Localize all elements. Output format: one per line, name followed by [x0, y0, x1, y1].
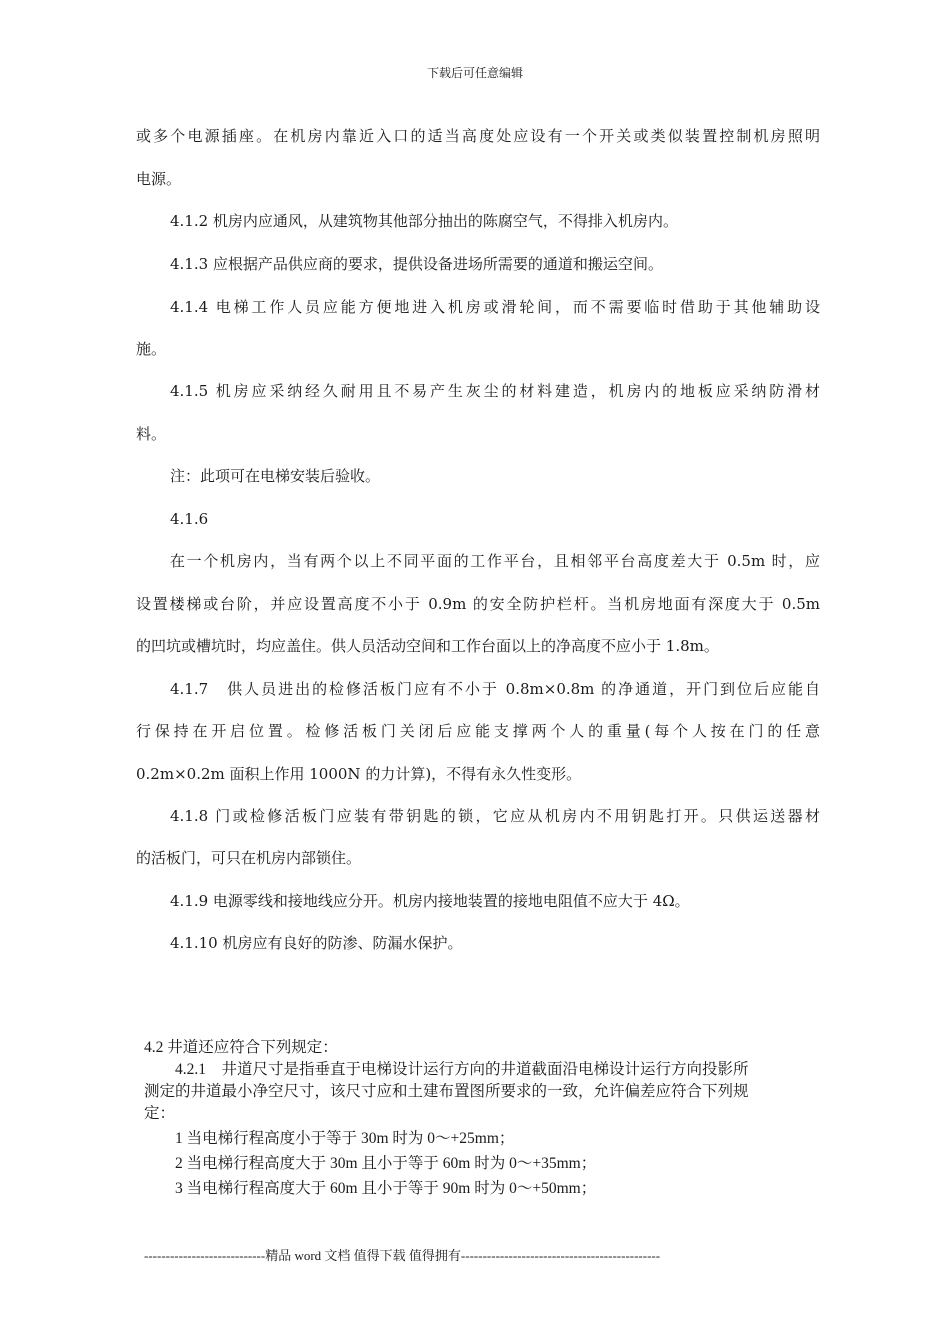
- clause-4-1-8: 4.1.8 门或检修活板门应装有带钥匙的锁，它应从机房内不用钥匙打开。只供运送器材: [170, 807, 820, 825]
- text-line: 的活板门，可只在机房内部锁住。: [136, 849, 362, 867]
- page-header: 下载后可任意编辑: [426, 66, 523, 80]
- clause-4-1-4: 4.1.4 电梯工作人员应能方便地进入机房或滑轮间，而不需要临时借助于其他辅助设: [170, 298, 820, 316]
- text-line: 定：: [144, 1105, 176, 1122]
- clause-4-1-3: 4.1.3 应根据产品供应商的要求，提供设备进场所需要的通道和搬运空间。: [170, 255, 663, 273]
- text-line: 测定的井道最小净空尺寸，该尺寸应和土建布置图所要求的一致，允许偏差应符合下列规: [144, 1083, 749, 1100]
- clause-4-1-6-number: 4.1.6: [170, 510, 209, 528]
- clause-4-1-6: 在一个机房内，当有两个以上不同平面的工作平台，且相邻平台高度差大于 0.5m 时，应: [170, 552, 820, 570]
- text-line: 0.2m×0.2m 面积上作用 1000N 的力计算)，不得有永久性变形。: [136, 765, 582, 783]
- clause-4-1-5: 4.1.5 机房应采纳经久耐用且不易产生灰尘的材料建造，机房内的地板应采纳防滑材: [170, 382, 820, 400]
- note: 注：此项可在电梯安装后验收。: [170, 467, 381, 485]
- text-line: 4.2.1 井道尺寸是指垂直于电梯设计运行方向的井道截面沿电梯设计运行方向投影所: [175, 1061, 749, 1078]
- text-line: 的凹坑或槽坑时，均应盖住。供人员活动空间和工作台面以上的净高度不应小于 1.8m。: [136, 637, 719, 655]
- section-title: 4.2 井道还应符合下列规定：: [144, 1039, 338, 1056]
- section-4-2: [144, 1037, 824, 1200]
- clause-4-1-7: 4.1.7 供人员进出的检修活板门应有不小于 0.8m×0.8m 的净通道，开门到位后应能自: [170, 680, 820, 698]
- list-item: 2 当电梯行程高度大于 30m 且小于等于 60m 时为 0～+35mm；: [175, 1155, 597, 1172]
- text-line: 或多个电源插座。在机房内靠近入口的适当高度处应设有一个开关或类似装置控制机房照明: [136, 127, 820, 145]
- text-line: 料。: [136, 425, 167, 443]
- text-line: 电源。: [136, 170, 182, 188]
- clause-4-1-9: 4.1.9 电源零线和接地线应分开。机房内接地装置的接地电阻值不应大于 4Ω。: [170, 892, 690, 910]
- text-line: 设置楼梯或台阶，并应设置高度不小于 0.9m 的安全防护栏杆。当机房地面有深度大于 0.5m: [136, 595, 820, 613]
- list-item: 1 当电梯行程高度小于等于 30m 时为 0～+25mm；: [175, 1130, 515, 1147]
- clause-4-1-10: 4.1.10 机房应有良好的防渗、防漏水保护。: [170, 934, 463, 952]
- clause-4-2-1: [144, 1059, 824, 1125]
- text-line: 施。: [136, 340, 167, 358]
- text-line: 行保持在开启位置。检修活板门关闭后应能支撑两个人的重量(每个人按在门的任意: [136, 722, 820, 740]
- page-footer: ----------------------------精品 word 文档 值得下载 值得拥有----------------------------------------------: [144, 1248, 661, 1263]
- list-item: 3 当电梯行程高度大于 60m 且小于等于 90m 时为 0～+50mm；: [175, 1180, 597, 1197]
- clause-4-1-2: 4.1.2 机房内应通风，从建筑物其他部分抽出的陈腐空气，不得排入机房内。: [170, 212, 678, 230]
